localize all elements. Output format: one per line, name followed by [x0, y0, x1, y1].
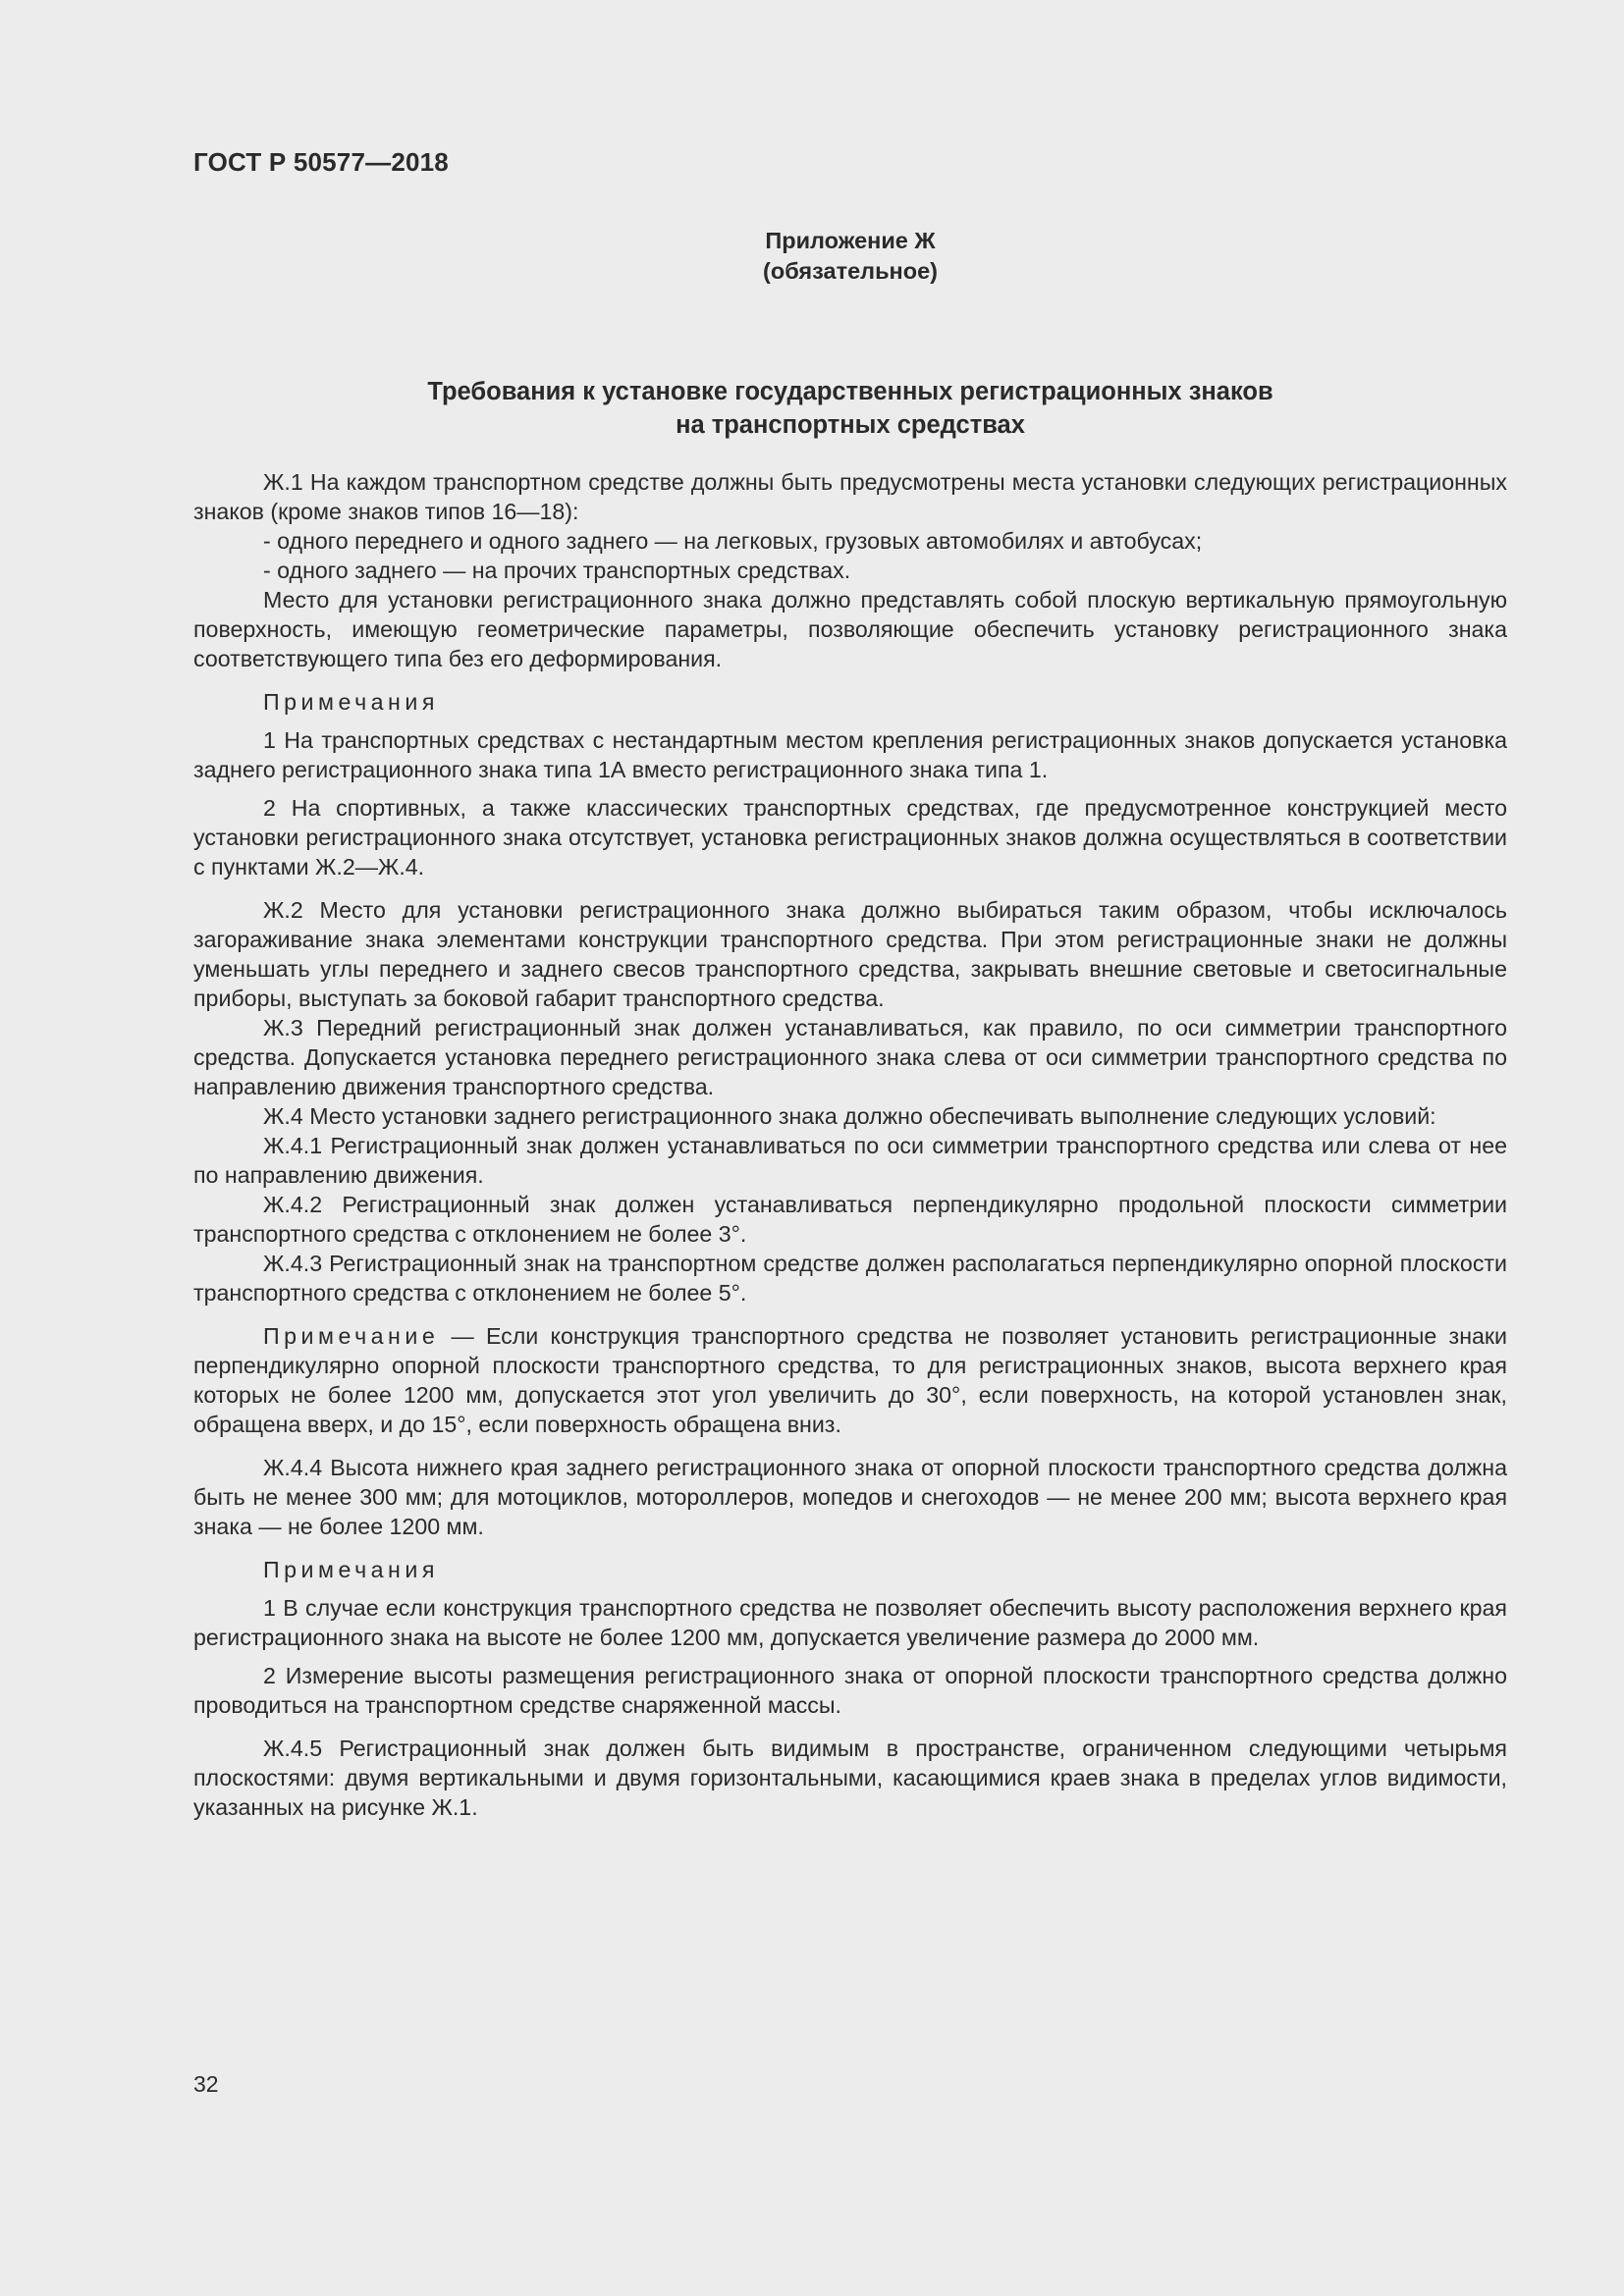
paragraph-zh1: Ж.1 На каждом транспортном средстве должны быть предусмотрены места установки следующих регистрационных знаков (кроме знаков типов 16—18): [193, 469, 1507, 524]
paragraph-zh4-4: Ж.4.4 Высота нижнего края заднего регистрационного знака от опорной плоскости транспортного средства должна быть не менее 300 мм; для мотоциклов, мотороллеров, мопедов и снегоходов — не менее 200 мм; высота верхнего края знака — не более 1200 мм. [193, 1455, 1507, 1539]
paragraph-zh4-5: Ж.4.5 Регистрационный знак должен быть видимым в пространстве, ограниченном следующими четырьмя плоскостями: двумя вертикальными и двумя горизонтальными, касающимися краев знака в пределах углов видимости, указанных на рисунке Ж.1. [193, 1735, 1507, 1820]
document-body [193, 467, 1507, 1822]
note-single [193, 1321, 1507, 1439]
note-item: 1 На транспортных средствах с нестандартным местом крепления регистрационных знаков допускается установка заднего регистрационного знака типа 1А вместо регистрационного знака типа 1. [193, 727, 1507, 782]
note-text: — Если конструкция транспортного средства не позволяет установить регистрационные знаки перпендикулярно опорной плоскости транспортного средства, то для регистрационных знаков, высота верхнего края которых не более 1200 мм, допускается этот угол увеличить до 30°, если поверхность, на которой установлен знак, обращена вверх, и до 15°, если поверхность обращена вниз. [193, 1323, 1507, 1437]
note-label: Примечание [263, 1323, 440, 1349]
paragraph-zh3: Ж.3 Передний регистрационный знак должен устанавливаться, как правило, по оси симметрии транспортного средства. Допускается установка переднего регистрационного знака слева от оси симметрии транспортного средства по направлению движения транспортного средства. [193, 1015, 1507, 1099]
document-code: ГОСТ Р 50577—2018 [193, 147, 449, 177]
notes-heading: Примечания [263, 1557, 439, 1582]
note-item: 2 На спортивных, а также классических транспортных средствах, где предусмотренное конструкцией место установки регистрационного знака отсутствует, установка регистрационных знаков должна осуществляться в соответствии с пунктами Ж.2—Ж.4. [193, 795, 1507, 880]
notes-heading: Примечания [263, 689, 439, 715]
paragraph-plate-place: Место для установки регистрационного знака должно представлять собой плоскую вертикальную прямоугольную поверхность, имеющую геометрические параметры, позволяющие обеспечить установку регистрационного знака соответствующего типа без его деформирования. [193, 587, 1507, 671]
appendix-heading [193, 226, 1507, 287]
section-title [193, 375, 1507, 442]
section-title-line1: Требования к установке государственных регистрационных знаков [427, 378, 1273, 405]
paragraph-zh4: Ж.4 Место установки заднего регистрационного знака должно обеспечивать выполнение следующих условий: [263, 1103, 1436, 1129]
note-item: 1 В случае если конструкция транспортного средства не позволяет обеспечить высоту расположения верхнего края регистрационного знака на высоте не более 1200 мм, допускается увеличение размера до 2000 мм. [193, 1595, 1507, 1650]
paragraph-zh4-2: Ж.4.2 Регистрационный знак должен устанавливаться перпендикулярно продольной плоскости симметрии транспортного средства с отклонением не более 3°. [193, 1192, 1507, 1247]
list-item-rear-only: - одного заднего — на прочих транспортных средствах. [263, 558, 851, 583]
paragraph-zh4-3: Ж.4.3 Регистрационный знак на транспортном средстве должен располагаться перпендикулярно опорной плоскости транспортного средства с отклонением не более 5°. [193, 1251, 1507, 1306]
section-title-line2: на транспортных средствах [676, 411, 1025, 439]
appendix-status: (обязательное) [763, 258, 938, 284]
note-item: 2 Измерение высоты размещения регистрационного знака от опорной плоскости транспортного средства должно проводиться на транспортном средстве снаряженной массы. [193, 1663, 1507, 1718]
appendix-title: Приложение Ж [765, 228, 936, 253]
paragraph-zh4-1: Ж.4.1 Регистрационный знак должен устанавливаться по оси симметрии транспортного средства или слева от нее по направлению движения. [193, 1133, 1507, 1188]
page-number: 32 [193, 2071, 219, 2097]
paragraph-zh2: Ж.2 Место для установки регистрационного знака должно выбираться таким образом, чтобы исключалось загораживание знака элементами конструкции транспортного средства. При этом регистрационные знаки не должны уменьшать углы переднего и заднего свесов транспортного средства, закрывать внешние световые и светосигнальные приборы, выступать за боковой габарит транспортного средства. [193, 897, 1507, 1011]
list-item-front-rear: - одного переднего и одного заднего — на легковых, грузовых автомобилях и автобусах; [263, 528, 1203, 554]
